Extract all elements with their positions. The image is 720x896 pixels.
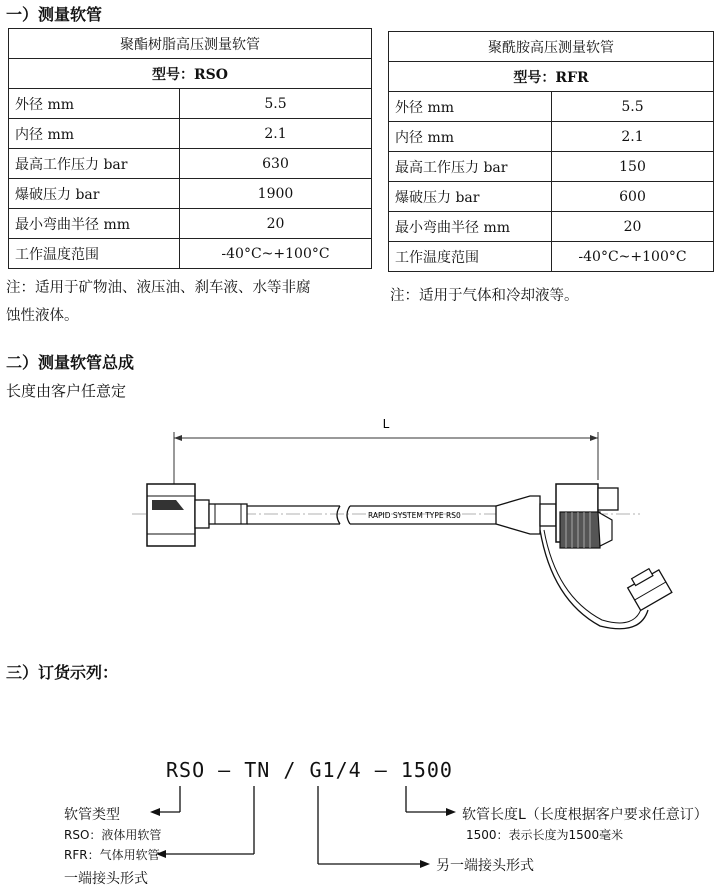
row-value: 630 xyxy=(180,149,372,179)
left-ferrule xyxy=(195,500,209,528)
table-row xyxy=(9,149,372,179)
rso-spec-table xyxy=(8,28,372,269)
code-sep: / xyxy=(283,758,297,782)
table-row xyxy=(9,119,372,149)
order-code xyxy=(166,758,453,782)
row-value: 20 xyxy=(180,209,372,239)
rso-note xyxy=(6,274,311,330)
table-row xyxy=(389,212,714,242)
row-value: 600 xyxy=(552,182,714,212)
section3-title: 三）订货示列： xyxy=(6,663,119,682)
rfr-table-title: 聚酰胺高压测量软管 xyxy=(389,32,714,62)
rfr-spec-table xyxy=(388,31,714,272)
dimension-arrow-right xyxy=(590,435,598,441)
row-value: 1900 xyxy=(180,179,372,209)
row-value: 5.5 xyxy=(180,89,372,119)
row-label: 工作温度范围 xyxy=(9,239,180,269)
row-value: 150 xyxy=(552,152,714,182)
legend-hose-type: 软管类型 xyxy=(64,807,120,823)
row-value: 2.1 xyxy=(552,122,714,152)
table-row xyxy=(389,92,714,122)
legend-end1: 一端接头形式 xyxy=(64,871,148,887)
code-part-length: 1500 xyxy=(400,758,453,782)
row-label: 爆破压力 bar xyxy=(9,179,180,209)
code-part-end2: G1/4 xyxy=(309,758,362,782)
code-part-end1: TN xyxy=(244,758,271,782)
table-row xyxy=(389,152,714,182)
section2-subtitle: 长度由客户任意定 xyxy=(6,382,127,400)
table-row xyxy=(9,89,372,119)
code-sep: — xyxy=(374,758,388,782)
row-label: 工作温度范围 xyxy=(389,242,552,272)
right-taper xyxy=(496,496,540,534)
rfr-note: 注：适用于气体和冷却液等。 xyxy=(390,288,579,304)
row-label: 最小弯曲半径 mm xyxy=(9,209,180,239)
legend-rso-desc: RSO：液体用软管 xyxy=(64,828,162,842)
section2-title: 二）测量软管总成 xyxy=(6,353,135,372)
code-part-hose-type: RSO xyxy=(166,758,206,782)
hose-label: RAPID SYSTEM TYPE RS0 xyxy=(368,511,461,520)
row-value: 20 xyxy=(552,212,714,242)
row-label: 爆破压力 bar xyxy=(389,182,552,212)
row-label: 内径 mm xyxy=(9,119,180,149)
row-label: 外径 mm xyxy=(9,89,180,119)
rfr-model: 型号：RFR xyxy=(389,62,714,92)
row-value: 2.1 xyxy=(180,119,372,149)
legend-rfr-desc: RFR：气体用软管 xyxy=(64,848,160,862)
code-sep: — xyxy=(218,758,232,782)
rso-note-line1: 注：适用于矿物油、液压油、刹车液、水等非腐 xyxy=(6,280,311,296)
section1-title: 一）测量软管 xyxy=(6,5,103,24)
row-value: -40°C~+100°C xyxy=(552,242,714,272)
table-row xyxy=(9,239,372,269)
right-collar xyxy=(540,504,556,526)
row-value: 5.5 xyxy=(552,92,714,122)
row-label: 最小弯曲半径 mm xyxy=(389,212,552,242)
rso-table-title: 聚酯树脂高压测量软管 xyxy=(9,29,372,59)
legend-length: 软管长度L（长度根据客户要求任意订） xyxy=(462,807,708,823)
dimension-label: L xyxy=(382,417,390,431)
table-row xyxy=(9,179,372,209)
table-row xyxy=(389,182,714,212)
row-label: 外径 mm xyxy=(389,92,552,122)
table-row xyxy=(389,122,714,152)
legend-length-example: 1500：表示长度为1500毫米 xyxy=(466,828,624,842)
table-row xyxy=(389,242,714,272)
row-label: 最高工作压力 bar xyxy=(9,149,180,179)
table-row xyxy=(9,209,372,239)
row-label: 内径 mm xyxy=(389,122,552,152)
row-value: -40°C~+100°C xyxy=(180,239,372,269)
left-nut xyxy=(147,484,195,546)
rso-note-line2: 蚀性液体。 xyxy=(6,308,79,324)
row-label: 最高工作压力 bar xyxy=(389,152,552,182)
dust-cap xyxy=(625,565,672,611)
dimension-arrow-left xyxy=(174,435,182,441)
legend-end2: 另一端接头形式 xyxy=(436,858,534,874)
rso-model: 型号：RSO xyxy=(9,59,372,89)
hose-assembly-drawing xyxy=(0,400,720,650)
